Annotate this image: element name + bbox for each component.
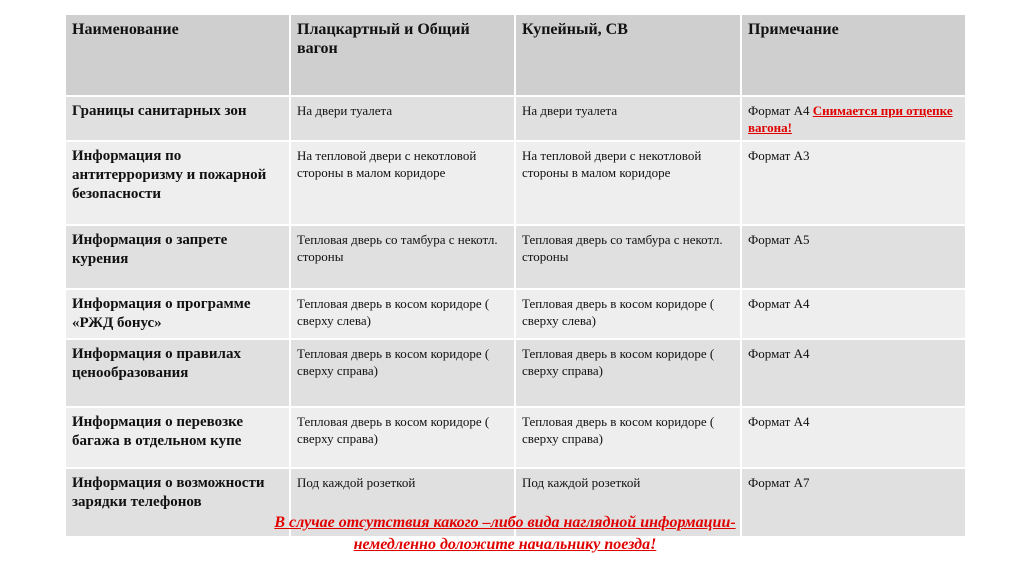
row-name: Границы санитарных зон [65, 96, 290, 141]
row-platskart: На тепловой двери с некотловой стороны в малом коридоре [290, 141, 515, 225]
row-note: Формат А4 [741, 289, 966, 339]
row-kupe: Тепловая дверь со тамбура с некотл. стороны [515, 225, 741, 289]
row-platskart: Под каждой розеткой [290, 468, 515, 537]
row-note: Формат А5 [741, 225, 966, 289]
row-kupe: Тепловая дверь в косом коридоре ( сверху справа) [515, 339, 741, 407]
row-platskart: На двери туалета [290, 96, 515, 141]
header-note: Примечание [741, 14, 966, 96]
table-row [65, 339, 966, 407]
footer-warning-line1: В случае отсутствия какого –либо вида наглядной информации- [274, 514, 736, 531]
header-kupe: Купейный, СВ [515, 14, 741, 96]
footer-warning-line2: немедленно доложите начальнику поезда! [353, 536, 657, 553]
row-name: Информация о возможности зарядки телефонов [65, 468, 290, 537]
row-note: Формат А4 [741, 407, 966, 468]
row-name: Информация о запрете курения [65, 225, 290, 289]
row-kupe: На тепловой двери с некотловой стороны в малом коридоре [515, 141, 741, 225]
row-kupe: Под каждой розеткой [515, 468, 741, 537]
table-row [65, 289, 966, 339]
row-name: Информация о перевозке багажа в отдельном купе [65, 407, 290, 468]
table-row [65, 407, 966, 468]
table-row [65, 225, 966, 289]
row-platskart: Тепловая дверь в косом коридоре ( сверху слева) [290, 289, 515, 339]
row-note-warning: Снимается при отцепке вагона! [748, 103, 953, 135]
table-row [65, 141, 966, 225]
info-table [64, 13, 967, 538]
row-kupe: Тепловая дверь в косом коридоре ( сверху справа) [515, 407, 741, 468]
row-name: Информация о программе «РЖД бонус» [65, 289, 290, 339]
row-name: Информация по антитерроризму и пожарной безопасности [65, 141, 290, 225]
row-note: Формат А7 [741, 468, 966, 537]
table-header-row [65, 14, 966, 96]
row-kupe: Тепловая дверь в косом коридоре ( сверху слева) [515, 289, 741, 339]
row-name: Информация о правилах ценообразования [65, 339, 290, 407]
row-platskart: Тепловая дверь со тамбура с некотл. стороны [290, 225, 515, 289]
row-note-text: Формат А4 [748, 103, 810, 118]
row-platskart: Тепловая дверь в косом коридоре ( сверху справа) [290, 339, 515, 407]
footer-warning [180, 512, 830, 556]
header-name: Наименование [65, 14, 290, 96]
row-kupe: На двери туалета [515, 96, 741, 141]
row-note [741, 96, 966, 141]
header-platskart: Плацкартный и Общий вагон [290, 14, 515, 96]
row-platskart: Тепловая дверь в косом коридоре ( сверху справа) [290, 407, 515, 468]
table-row [65, 96, 966, 141]
row-note: Формат А3 [741, 141, 966, 225]
row-note: Формат А4 [741, 339, 966, 407]
